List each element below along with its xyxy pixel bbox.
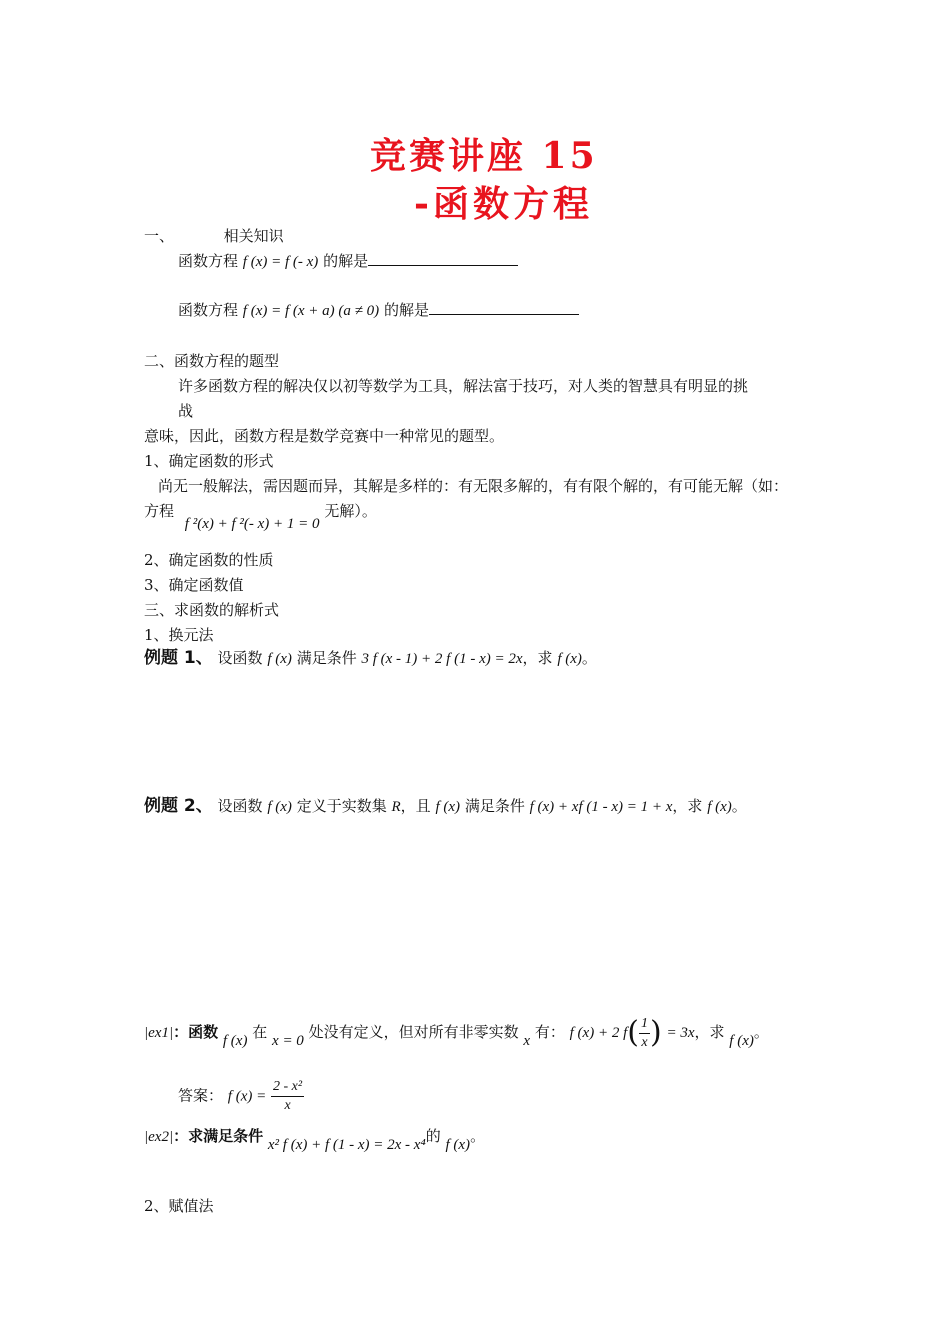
exercise-2-tag: |ex2| — [144, 1129, 174, 1145]
section1-line1: 函数方程 f (x) = f (- x) 的解是 — [178, 251, 518, 272]
section2-paragraph: 许多函数方程的解决仅以初等数学为工具，解法富于技巧，对人类的智慧具有明显的挑 — [178, 377, 749, 395]
section1-line2: 函数方程 f (x) = f (x + a) (a ≠ 0) 的解是 — [178, 300, 579, 321]
answer-blank[interactable] — [368, 251, 518, 266]
answer-label: 答案： — [178, 1086, 224, 1105]
section2-item-2: 2、确定函数的性质 — [144, 551, 274, 569]
section1-title: 相关知识 — [223, 227, 284, 245]
section2-item-1-desc2: 方程 f ²(x) + f ²(- x) + 1 = 0 无解）。 — [144, 502, 377, 532]
math-expression: f (x) = f (x + a) (a ≠ 0) — [242, 303, 380, 319]
section2-paragraph-cont: 战 — [178, 402, 194, 420]
example-2-label: 例题 2、 — [144, 796, 213, 816]
section2-item-1: 1、确定函数的形式 — [144, 452, 274, 470]
section2-item-1-desc: 尚无一般解法，需因题而异，其解是多样的：有无限多解的，有有限个解的，有可能无解（如： — [158, 477, 789, 495]
fraction: $\frac{1}{x}$ — [640, 1015, 648, 1050]
exercise-1: |ex1|：函数 f (x) 在 x = 0 处没有定义，但对所有非零实数 x 有： f (x) + 2 f( $\frac{1}{x}$ ) = 3x，求 f (x)。 — [144, 1015, 769, 1050]
section3-sub-1: 1、换元法 — [144, 626, 214, 644]
section2-paragraph-end: 意味，因此，函数方程是数学竞赛中一种常见的题型。 — [144, 427, 505, 445]
example-1: 例题 1、 设函数 f (x) 满足条件 3 f (x - 1) + 2 f (1 - x) = 2x，求 f (x)。 — [144, 648, 597, 668]
section1-heading — [144, 226, 284, 246]
section3-sub-2: 2、赋值法 — [144, 1197, 214, 1215]
section2-item-3: 3、确定函数值 — [144, 576, 244, 594]
answer-fraction: $\frac{\text{2 - x²}}{x}$ — [273, 1079, 303, 1113]
title-line-2: -函数方程 — [414, 183, 593, 225]
math-expression: f ²(x) + f ²(- x) + 1 = 0 — [184, 516, 320, 532]
answer-blank[interactable] — [429, 300, 579, 315]
section1-number: 一、 — [144, 227, 175, 245]
math-expression: f (x) = f (- x) — [242, 254, 319, 270]
section2-heading: 二、函数方程的题型 — [144, 352, 280, 370]
example-1-label: 例题 1、 — [144, 648, 213, 668]
answer-line: 答案： f (x) = $\frac{\text{2 - x²}}{x}$ — [178, 1079, 303, 1113]
example-2: 例题 2、 设函数 f (x) 定义于实数集 R，且 f (x) 满足条件 f (x) + xf (1 - x) = 1 + x，求 f (x)。 — [144, 796, 747, 816]
exercise-1-tag: |ex1| — [144, 1025, 174, 1041]
title-line-1: 竞赛讲座 15 — [370, 135, 598, 177]
exercise-2: |ex2|：求满足条件 x² f (x) + f (1 - x) = 2x - x⁴的 f (x)。 — [144, 1127, 486, 1153]
section3-heading: 三、求函数的解析式 — [144, 601, 280, 619]
